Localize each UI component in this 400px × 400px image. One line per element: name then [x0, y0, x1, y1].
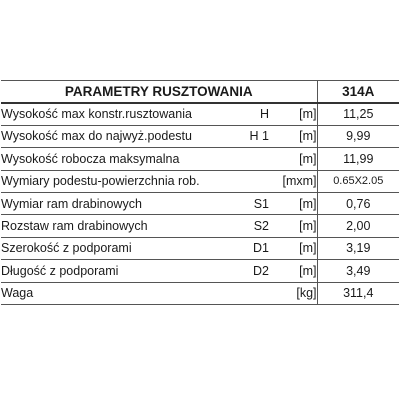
parameter-symbol: D2: [233, 260, 269, 282]
scaffold-parameters-table: [1, 80, 399, 305]
parameter-value: 9,99: [317, 125, 399, 147]
parameter-unit: [m]: [269, 215, 317, 237]
table-header-row: [1, 81, 399, 103]
parameter-value: 11,99: [317, 148, 399, 170]
parameter-value: 0.65X2.05: [317, 170, 399, 192]
table-row: [1, 237, 399, 259]
parameter-label: Wysokość robocza maksymalna: [1, 148, 233, 170]
parameter-unit: [m]: [269, 260, 317, 282]
parameter-symbol: [233, 148, 269, 170]
parameter-unit: [m]: [269, 125, 317, 147]
parameter-label: Waga: [1, 282, 233, 304]
table-row: [1, 170, 399, 192]
table-row: [1, 282, 399, 304]
parameter-label: Wysokość max do najwyż.podestu: [1, 125, 233, 147]
table-row: [1, 103, 399, 125]
parameter-symbol: D1: [233, 237, 269, 259]
parameter-symbol: [233, 170, 269, 192]
parameter-unit: [m]: [269, 237, 317, 259]
table-row: [1, 125, 399, 147]
table-row: [1, 148, 399, 170]
model-code: 314A: [317, 81, 399, 103]
parameter-value: 11,25: [317, 103, 399, 125]
parameter-value: 2,00: [317, 215, 399, 237]
parameter-symbol: S2: [233, 215, 269, 237]
parameter-value: 311,4: [317, 282, 399, 304]
table-row: [1, 215, 399, 237]
parameter-value: 0,76: [317, 192, 399, 214]
parameter-label: Szerokość z podporami: [1, 237, 233, 259]
parameter-value: 3,19: [317, 237, 399, 259]
parameter-unit: [mxm]: [269, 170, 317, 192]
parameter-label: Długość z podporami: [1, 260, 233, 282]
parameter-unit: [kg]: [269, 282, 317, 304]
parameter-unit: [m]: [269, 148, 317, 170]
parameter-symbol: H: [233, 103, 269, 125]
table-row: [1, 260, 399, 282]
parameter-label: Rozstaw ram drabinowych: [1, 215, 233, 237]
parameter-label: Wymiary podestu-powierzchnia rob.: [1, 170, 233, 192]
table-row: [1, 192, 399, 214]
parameter-symbol: S1: [233, 192, 269, 214]
parameter-label: Wysokość max konstr.rusztowania: [1, 103, 233, 125]
parameter-symbol: H 1: [233, 125, 269, 147]
table-title: PARAMETRY RUSZTOWANIA: [1, 81, 317, 103]
parameter-unit: [m]: [269, 192, 317, 214]
parameter-label: Wymiar ram drabinowych: [1, 192, 233, 214]
parameter-value: 3,49: [317, 260, 399, 282]
parameter-unit: [m]: [269, 103, 317, 125]
parameter-symbol: [233, 282, 269, 304]
